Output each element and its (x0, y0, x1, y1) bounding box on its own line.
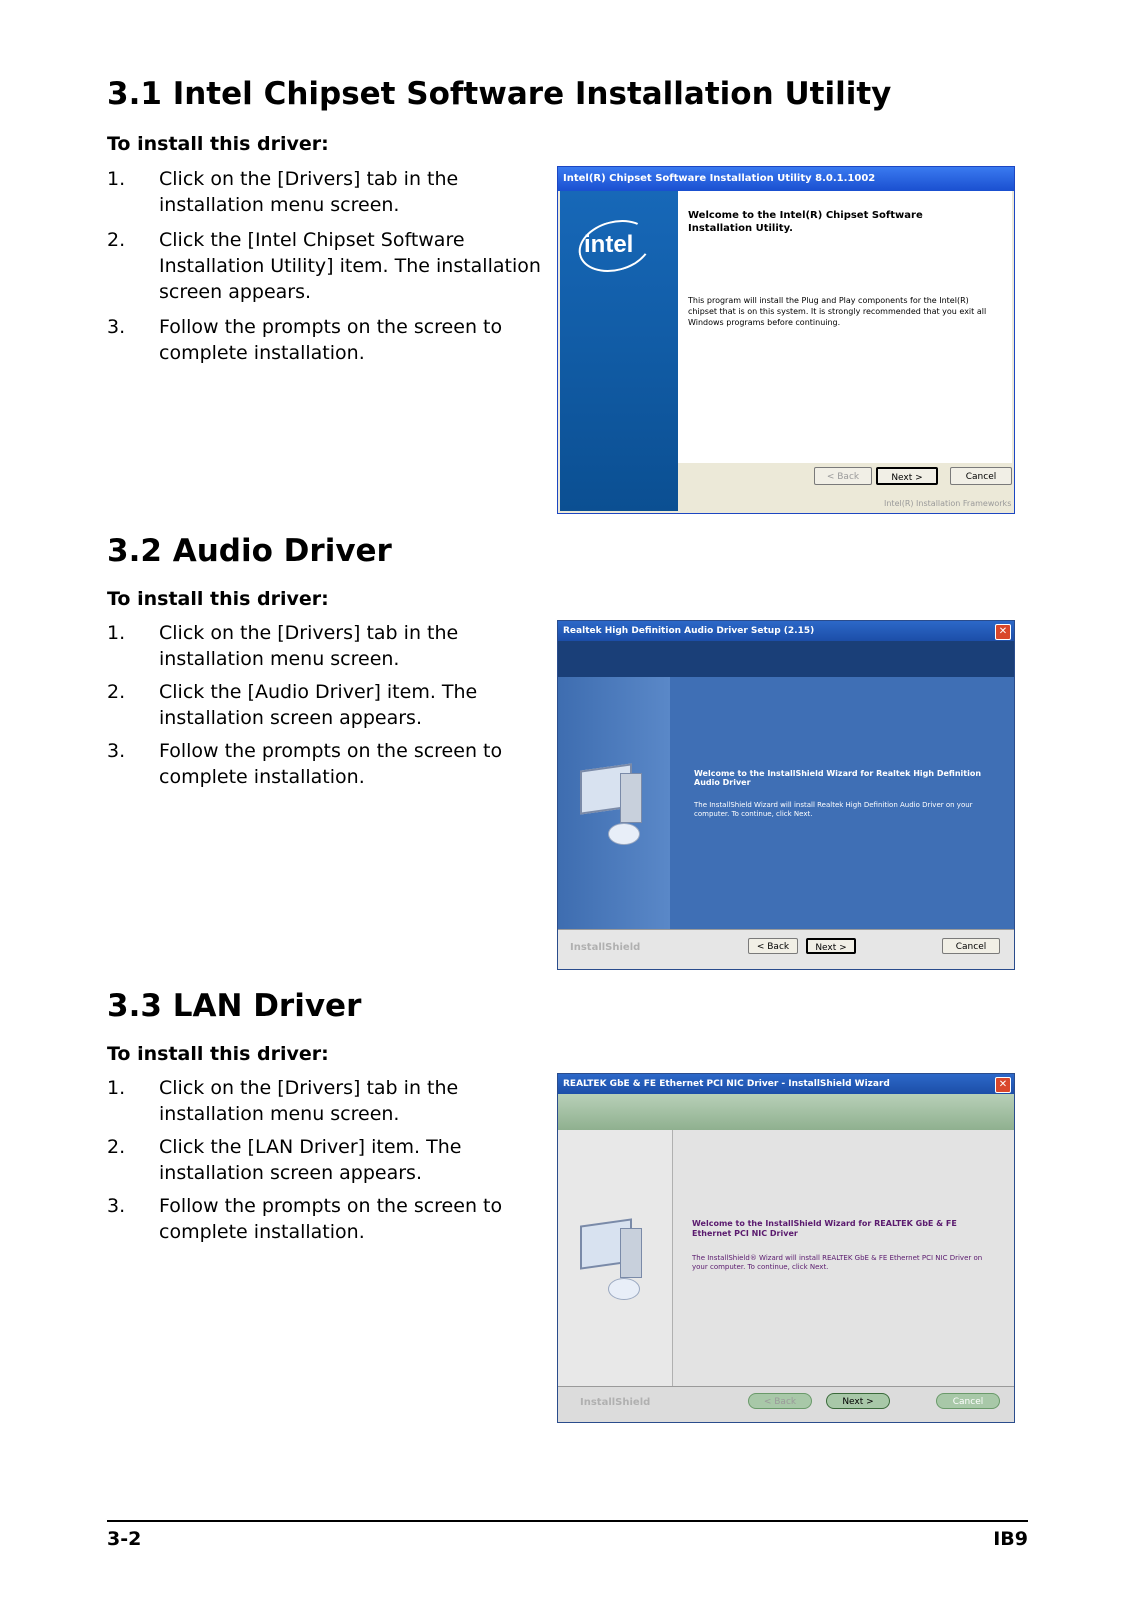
install-subtitle: To install this driver: (107, 1043, 329, 1065)
welcome-body: This program will install the Plug and Play components for the Intel(R) chipset that is on this system. It is strongly recommended that you exit all Windows programs before continuing. (688, 296, 987, 327)
tower-icon (620, 773, 642, 823)
next-button[interactable]: Next > (826, 1393, 890, 1409)
cd-icon (608, 1278, 640, 1300)
installshield-brand: InstallShield (580, 1397, 651, 1408)
chipset-installer-screenshot (557, 166, 1015, 514)
step-item: 2. Click the [Intel Chipset Software Installation Utility] item. The installation screen appears. (107, 229, 541, 303)
section-title-lan: 3.3 LAN Driver (107, 988, 362, 1024)
welcome-panel (678, 191, 1012, 463)
intel-sidebar (560, 191, 678, 511)
next-button[interactable]: Next > (806, 938, 856, 954)
tower-icon (620, 1228, 642, 1278)
wizard-sidebar (558, 1130, 673, 1386)
window-titlebar: Intel(R) Chipset Software Installation Utility 8.0.1.1002 (558, 167, 1014, 191)
cancel-button[interactable]: Cancel (936, 1393, 1000, 1409)
footer-rule (107, 1520, 1028, 1522)
step-item: 1. Click on the [Drivers] tab in the installation menu screen. (107, 168, 459, 216)
cancel-button[interactable]: Cancel (950, 467, 1012, 485)
steps-list-audio (107, 620, 547, 797)
section-title-audio: 3.2 Audio Driver (107, 533, 392, 569)
window-titlebar: Realtek High Definition Audio Driver Setup (2.15) ✕ (558, 621, 1014, 641)
welcome-body: The InstallShield Wizard will install Realtek High Definition Audio Driver on your computer. To continue, click Next. (694, 801, 973, 818)
frameworks-label: Intel(R) Installation Frameworks (884, 499, 1012, 508)
step-item: 2. Click the [LAN Driver] item. The installation screen appears. (107, 1136, 462, 1184)
button-bar (558, 1386, 1014, 1423)
installshield-brand: InstallShield (570, 942, 641, 953)
back-button[interactable]: < Back (748, 938, 798, 954)
step-item: 1. Click on the [Drivers] tab in the installation menu screen. (107, 1077, 459, 1125)
next-button[interactable]: Next > (876, 467, 938, 485)
model-name: IB9 (993, 1528, 1028, 1550)
header-band (558, 641, 1014, 677)
page-number: 3-2 (107, 1528, 142, 1550)
welcome-body: The InstallShield® Wizard will install REALTEK GbE & FE Ethernet PCI NIC Driver on your computer. To continue, click Next. (692, 1254, 983, 1271)
steps-list-chipset (107, 166, 547, 373)
install-subtitle: To install this driver: (107, 588, 329, 610)
step-item: 1. Click on the [Drivers] tab in the installation menu screen. (107, 622, 459, 670)
step-item: 3. Follow the prompts on the screen to complete installation. (107, 1195, 503, 1243)
close-icon[interactable]: ✕ (995, 1077, 1011, 1093)
welcome-heading: Welcome to the InstallShield Wizard for Realtek High Definition Audio Driver (694, 769, 982, 787)
section-title-chipset: 3.1 Intel Chipset Software Installation Utility (107, 76, 892, 112)
welcome-heading: Welcome to the InstallShield Wizard for REALTEK GbE & FE Ethernet PCI NIC Driver (692, 1219, 957, 1238)
step-item: 3. Follow the prompts on the screen to complete installation. (107, 316, 503, 364)
cancel-button[interactable]: Cancel (942, 938, 1000, 954)
header-band (558, 1094, 1014, 1130)
step-item: 2. Click the [Audio Driver] item. The installation screen appears. (107, 681, 478, 729)
install-subtitle: To install this driver: (107, 133, 329, 155)
cd-icon (608, 823, 640, 845)
button-bar (558, 929, 1014, 970)
back-button[interactable]: < Back (748, 1393, 812, 1409)
lan-installer-screenshot (557, 1073, 1015, 1423)
intel-logo: intel (584, 231, 634, 258)
audio-installer-screenshot (557, 620, 1015, 970)
steps-list-lan (107, 1075, 547, 1252)
welcome-heading: Welcome to the Intel(R) Chipset Software Installation Utility. (688, 210, 923, 234)
back-button[interactable]: < Back (814, 467, 872, 485)
wizard-sidebar (558, 677, 670, 929)
close-icon[interactable]: ✕ (995, 624, 1011, 640)
window-titlebar: REALTEK GbE & FE Ethernet PCI NIC Driver - InstallShield Wizard ✕ (558, 1074, 1014, 1094)
step-item: 3. Follow the prompts on the screen to complete installation. (107, 740, 503, 788)
